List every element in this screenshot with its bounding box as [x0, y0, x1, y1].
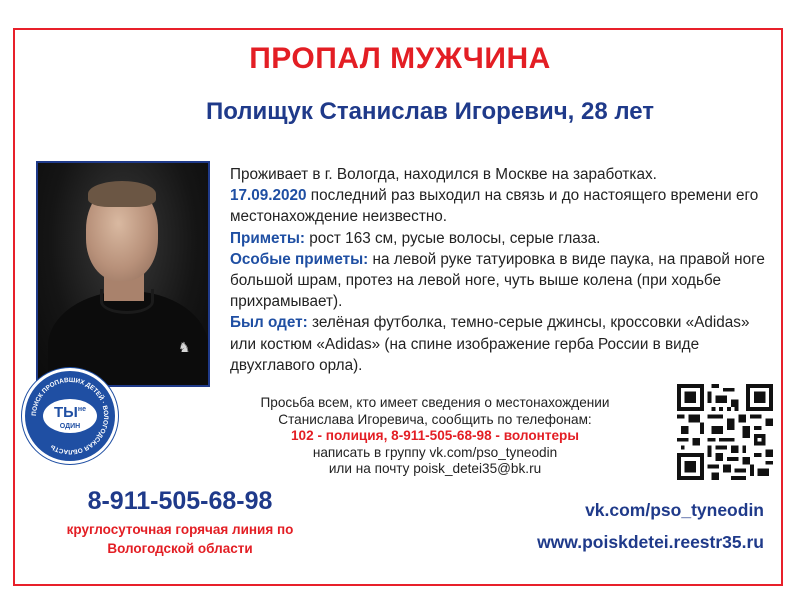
description-last-contact: 17.09.2020 последний раз выходил на связь и до настоящего времени его местонахождение неизвестно. — [230, 187, 759, 226]
contact-phones: 102 - полиция, 8-911-505-68-98 - волонтеры — [291, 428, 579, 444]
description-line1: Проживает в г. Вологда, находился в Москве на заработках. — [230, 166, 657, 183]
poster-title: ПРОПАЛ МУЖЧИНА — [249, 42, 551, 75]
hotline-label: круглосуточная горячая линия по Вологодской области — [66, 522, 294, 556]
contact-email: или на почту poisk_detei35@bk.ru — [328, 461, 542, 477]
description-block — [230, 164, 775, 376]
description-signs: Приметы: рост 163 см, русые волосы, серые глаза. — [230, 229, 601, 247]
volunteer-badge-icon — [22, 368, 118, 464]
qr-code-icon[interactable] — [677, 384, 773, 480]
badge-main-text: ТЫ — [54, 404, 78, 421]
badge-ring-text: ПОИСК ПРОПАВШИХ ДЕТЕЙ · ВОЛОГОДСКАЯ ОБЛАСТЬ — [30, 376, 110, 456]
website-link[interactable]: www.poiskdetei.reestr35.ru — [537, 532, 764, 552]
missing-person-name: Полищук Станислав Игоревич, 28 лет — [205, 98, 655, 125]
vk-link[interactable]: vk.com/pso_tyneodin — [585, 500, 764, 520]
description-special-signs: Особые приметы: на левой руке татуировка в виде паука, на правой ноге большой шрам, протез на левой ноге, чуть выше колена (при ходьбе прихрамывает). — [230, 250, 765, 311]
badge-center: $ТЫ^{не}$ ОДИН — [43, 399, 97, 433]
contact-vk: написать в группу vk.com/pso_tyneodin — [312, 444, 558, 460]
description-clothes: Был одет: зелёная футболка, темно-серые джинсы, кроссовки «Adidas» или костюм «Adidas» (на спине изображение герба России в виде двухглавого орла). — [230, 314, 750, 374]
last-contact-date: 17.09.2020 — [230, 187, 307, 205]
contact-request: Просьба всем, кто имеет сведения о местонахождении Станислава Игоревича, сообщить по телефонам: 102 - полиция, 8-911-505-68-98 - волонтеры написать в группу vk.com/pso_tyneodin или на почту poisk_detei35@bk.ru — [210, 395, 660, 478]
badge-odin-text: ОДИН — [59, 423, 81, 430]
hotline-phone[interactable]: 8-911-505-68-98 — [87, 487, 273, 515]
missing-person-photo: ♞ — [36, 161, 210, 387]
